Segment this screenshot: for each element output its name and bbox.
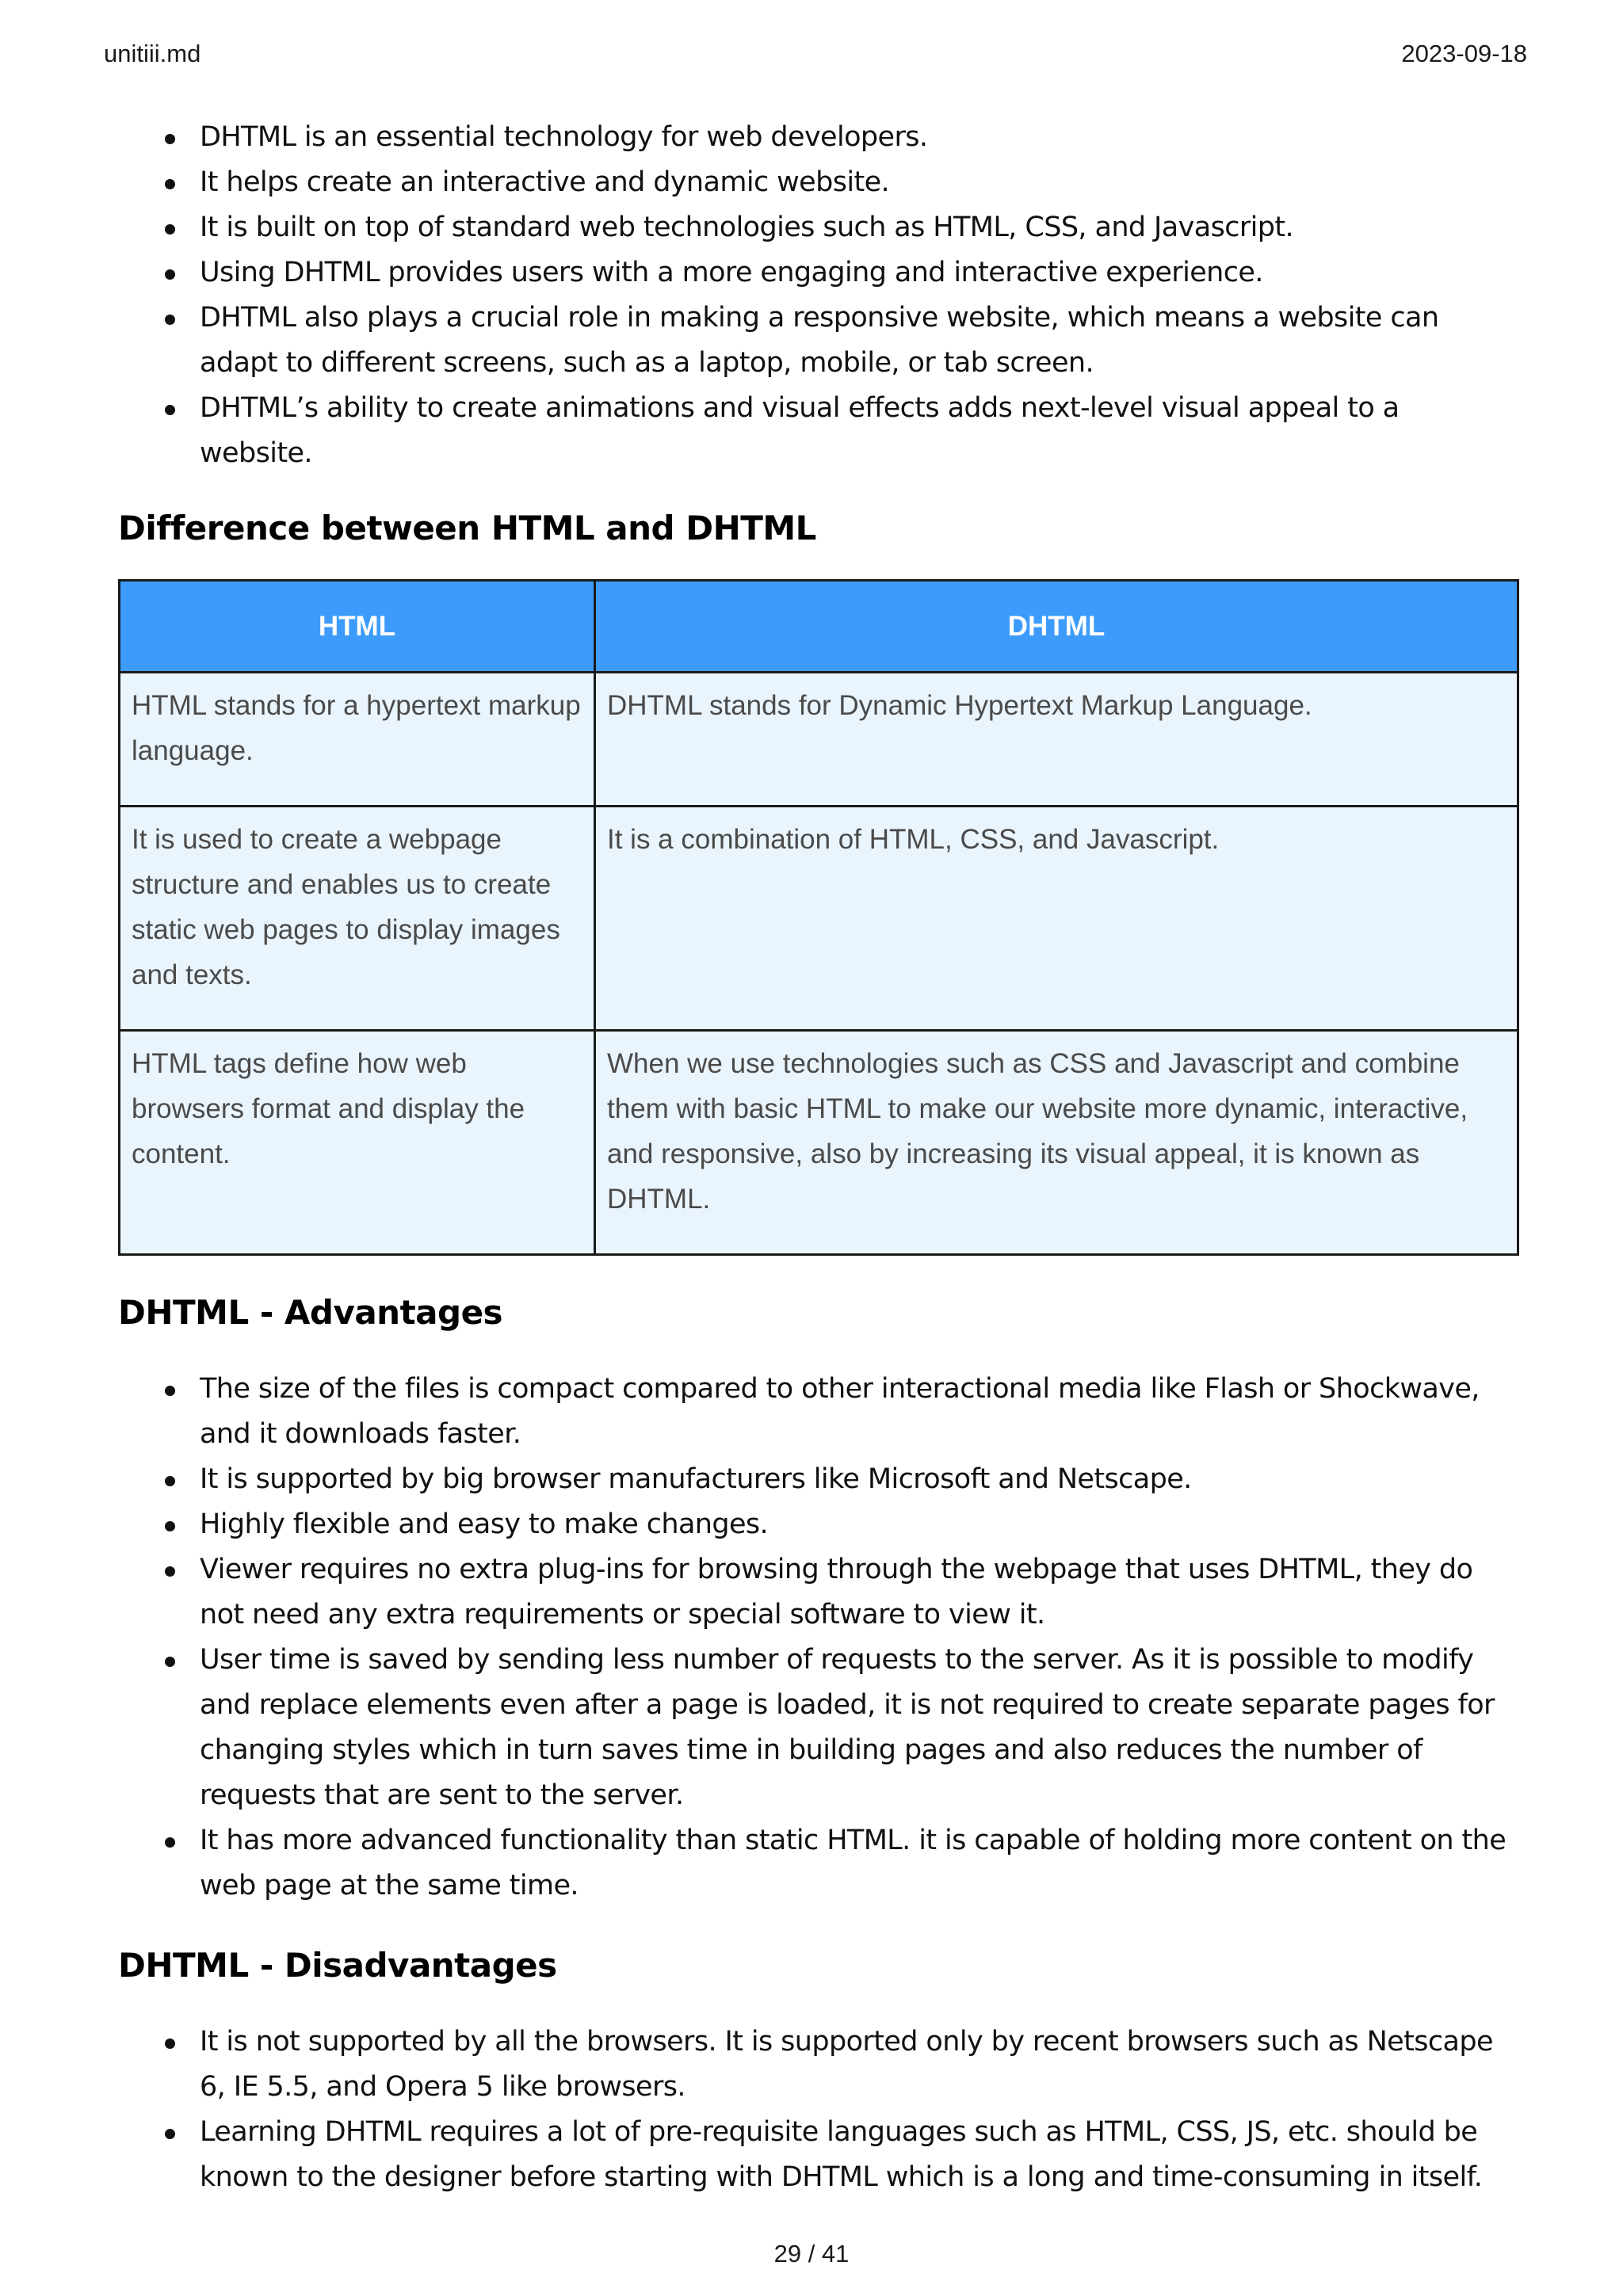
list-item: User time is saved by sending less number of requests to the server. As it is possible to modify and replace elements even after a page is loaded, it is not required to create separate pages for changing styles which in turn saves time in building pages and also reduces the number of requests that are sent to the server. [118, 1638, 1517, 1818]
list-item: It is built on top of standard web technologies such as HTML, CSS, and Javascript. [118, 205, 1517, 250]
list-item: The size of the files is compact compared to other interactional media like Flash or Shockwave, and it downloads faster. [118, 1367, 1517, 1457]
table-cell: HTML tags define how web browsers format and display the content. [120, 1031, 595, 1255]
list-item: Highly flexible and easy to make changes. [118, 1502, 1517, 1547]
table-header-row [120, 581, 1518, 673]
table-row [120, 673, 1518, 807]
list-item: It is supported by big browser manufacturers like Microsoft and Netscape. [118, 1457, 1517, 1502]
list-item: DHTML’s ability to create animations and visual effects adds next-level visual appeal to a website. [118, 386, 1517, 476]
column-header-html: HTML [120, 581, 595, 673]
difference-table [118, 579, 1519, 1256]
difference-heading: Difference between HTML and DHTML [118, 509, 816, 547]
advantages-heading: DHTML - Advantages [118, 1293, 503, 1332]
list-item: It helps create an interactive and dynamic website. [118, 160, 1517, 205]
advantages-list [118, 1367, 1517, 1909]
table-cell: DHTML stands for Dynamic Hypertext Markup Language. [595, 673, 1518, 807]
column-header-dhtml: DHTML [595, 581, 1518, 673]
table-cell: When we use technologies such as CSS and Javascript and combine them with basic HTML to make our website more dynamic, interactive, and responsive, also by increasing its visual appeal, it is known as DHTML. [595, 1031, 1518, 1255]
document-body [118, 115, 1517, 2200]
header-filename: unitiii.md [104, 40, 201, 67]
disadvantages-heading: DHTML - Disadvantages [118, 1946, 557, 1985]
list-item: It has more advanced functionality than static HTML. it is capable of holding more content on the web page at the same time. [118, 1818, 1517, 1909]
page-indicator: 29 / 41 [773, 2240, 850, 2267]
list-item: Viewer requires no extra plug-ins for browsing through the webpage that uses DHTML, they do not need any extra requirements or special software to view it. [118, 1547, 1517, 1638]
list-item: DHTML is an essential technology for web developers. [118, 115, 1517, 160]
header-date: 2023-09-18 [1401, 40, 1527, 67]
intro-bullet-list [118, 115, 1517, 476]
list-item: Using DHTML provides users with a more engaging and interactive experience. [118, 250, 1517, 296]
list-item: DHTML also plays a crucial role in making a responsive website, which means a website can adapt to different screens, such as a laptop, mobile, or tab screen. [118, 296, 1517, 386]
disadvantages-list [118, 2019, 1517, 2200]
table-cell: It is used to create a webpage structure and enables us to create static web pages to display images and texts. [120, 807, 595, 1031]
table-cell: HTML stands for a hypertext markup language. [120, 673, 595, 807]
table-cell: It is a combination of HTML, CSS, and Javascript. [595, 807, 1518, 1031]
table-row [120, 807, 1518, 1031]
list-item: It is not supported by all the browsers. It is supported only by recent browsers such as Netscape 6, IE 5.5, and Opera 5 like browsers. [118, 2019, 1517, 2110]
table-row [120, 1031, 1518, 1255]
list-item: Learning DHTML requires a lot of pre-requisite languages such as HTML, CSS, JS, etc. should be known to the designer before starting with DHTML which is a long and time-consuming in itself. [118, 2110, 1517, 2200]
